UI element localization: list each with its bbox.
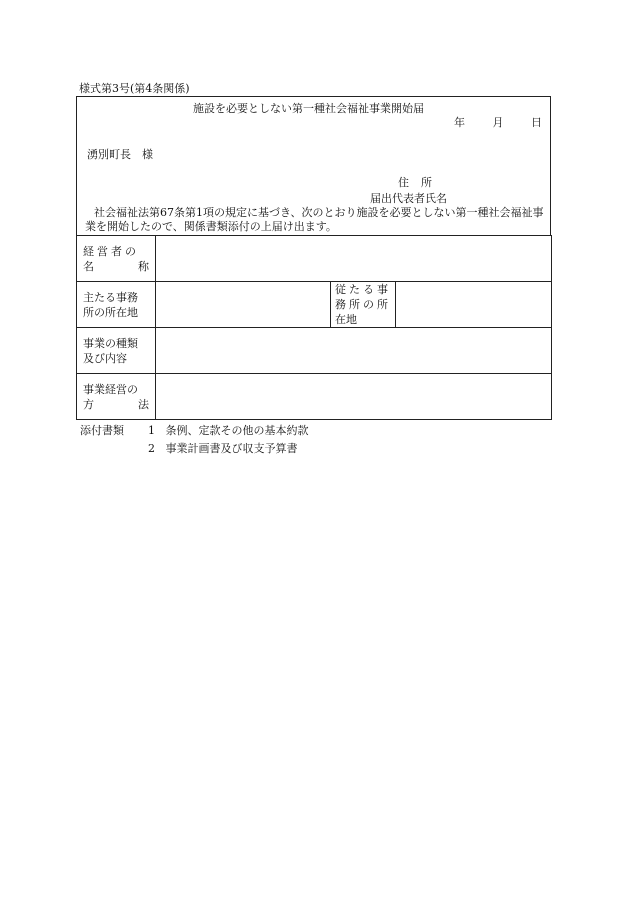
business-type-label-cell — [77, 328, 156, 374]
form-number-label: 様式第3号(第4条関係) — [79, 82, 190, 95]
business-method-label-line2a: 方 — [83, 397, 94, 411]
sub-office-label-line3: 在地 — [335, 313, 357, 326]
date-year-label: 年 — [454, 116, 465, 129]
sub-office-label-line1: 従たる事 — [335, 283, 391, 296]
sub-office-label-cell — [331, 282, 396, 328]
list-item — [148, 443, 298, 454]
attachment-number: 1 — [148, 424, 155, 437]
attachments-label: 添付書類 — [80, 424, 124, 437]
document-title: 施設を必要としない第一種社会福祉事業開始届 — [193, 102, 424, 115]
date-day-label: 日 — [531, 116, 542, 129]
table-row — [77, 374, 552, 420]
address-label: 住所 — [398, 176, 444, 189]
main-office-label-line1: 主たる事務 — [83, 290, 138, 304]
main-office-label-cell — [77, 282, 156, 328]
business-method-label-line1: 事業経営の — [83, 382, 138, 396]
business-method-field[interactable] — [156, 374, 552, 420]
business-method-label-line2b: 法 — [138, 397, 149, 411]
table-row — [77, 282, 552, 328]
main-office-label-line2: 所の所在地 — [83, 305, 138, 319]
operator-name-label-line2a: 名 — [83, 259, 94, 273]
business-type-label-line1: 事業の種類 — [83, 336, 138, 350]
business-type-label-line2: 及び内容 — [83, 351, 127, 365]
sub-office-label-line2: 務所の所 — [335, 298, 391, 311]
date-month-label: 月 — [492, 116, 504, 129]
representative-name-label: 届出代表者氏名 — [370, 192, 447, 205]
notification-header-box — [76, 96, 551, 236]
sub-office-address-field[interactable] — [396, 282, 552, 328]
table-row — [77, 328, 552, 374]
business-details-table — [76, 235, 552, 420]
attachment-text: 事業計画書及び収支予算書 — [165, 442, 298, 455]
main-office-address-field[interactable] — [156, 282, 331, 328]
attachment-text: 条例、定款その他の基本約款 — [165, 424, 309, 437]
date-line — [430, 117, 542, 128]
business-method-label-cell — [77, 374, 156, 420]
notification-body-text: 社会福祉法第67条第1項の規定に基づき、次のとおり施設を必要としない第一種社会福祉事業を開始したので、関係書類添付の上届け出ます。 — [85, 206, 544, 233]
operator-name-label-line2b: 称 — [138, 259, 149, 273]
operator-name-field[interactable] — [156, 236, 552, 282]
business-type-field[interactable] — [156, 328, 552, 374]
operator-name-label-cell — [77, 236, 156, 282]
operator-name-label-line1: 経営者の — [83, 244, 139, 258]
addressee: 湧別町長 様 — [87, 148, 153, 161]
attachment-number: 2 — [148, 442, 155, 455]
table-row — [77, 236, 552, 282]
list-item — [148, 425, 309, 436]
